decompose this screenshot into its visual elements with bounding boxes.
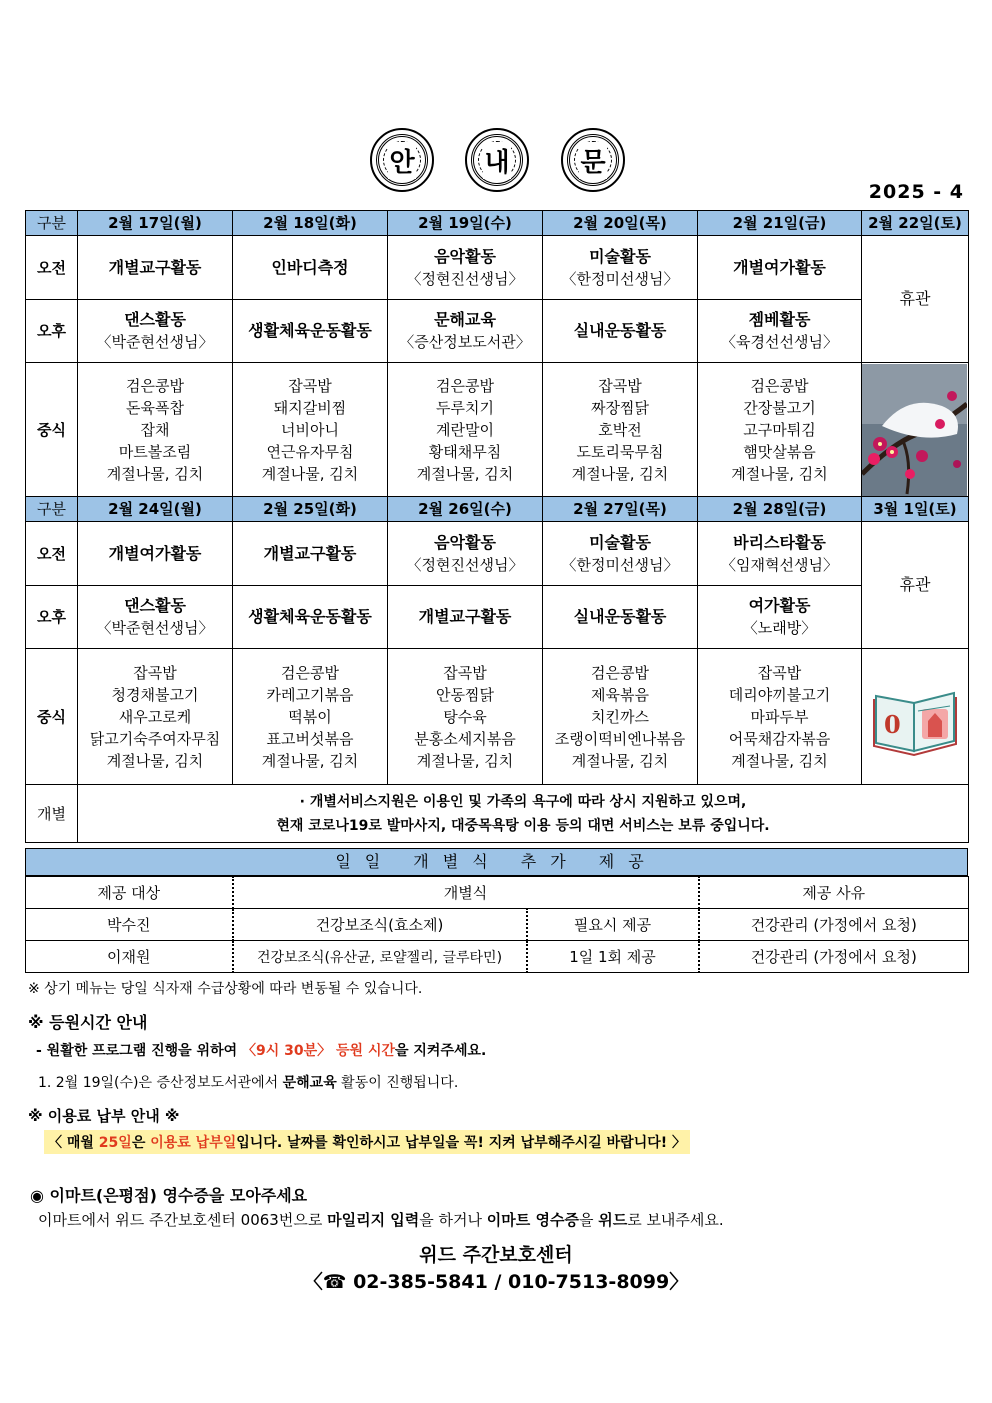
individual-service-row: [26, 785, 969, 843]
row-label: 오전: [26, 236, 78, 300]
extra-meal-table: [25, 876, 969, 973]
fee-note: 〈 매월 25일은 이용료 납부일입니다. 날짜를 확인하시고 납부일을 꼭! 지켜 납부해주시길 바랍니다! 〉: [44, 1130, 690, 1154]
frequency-cell: 필요시 제공: [527, 909, 699, 941]
day-header: 2월 26일(수): [388, 497, 543, 522]
activity-cell: 개별교구활동: [78, 236, 233, 300]
lunch-menu-cell: 검은콩밥 제육볶음 치킨까스 조랭이떡비엔나볶음 계절나물, 김치: [543, 649, 698, 785]
lunch-menu-cell: 검은콩밥 두루치기 계란말이 황태채무침 계절나물, 김치: [388, 363, 543, 497]
lunch-menu-cell: 검은콩밥 카레고기볶음 떡볶이 표고버섯볶음 계절나물, 김치: [233, 649, 388, 785]
row-label: 오전: [26, 522, 78, 586]
arrival-note: - 원활한 프로그램 진행을 위하여 〈9시 30분〉 등원 시간을 지켜주세요.: [36, 1043, 487, 1059]
schedule-table: [25, 210, 969, 843]
day-header: 2월 19일(수): [388, 211, 543, 236]
column-header: 제공 대상: [26, 877, 233, 909]
day-header: 2월 28일(금): [698, 497, 862, 522]
document-number: 2025 - 4: [868, 181, 964, 203]
activity-cell: 음악활동 〈정현진선생님〉: [388, 236, 543, 300]
extra-meal-title: 일일 개별식 추가 제공: [25, 848, 968, 876]
row-label: 중식: [26, 649, 78, 785]
week2-lunch-row: [26, 649, 969, 785]
day-header: 2월 17일(월): [78, 211, 233, 236]
activity-cell: 젬베활동 〈육경선선생님〉: [698, 300, 862, 363]
activity-cell: 미술활동 〈한정미선생님〉: [543, 522, 698, 586]
plum-blossom-photo: [862, 363, 969, 497]
column-header: 개별식: [233, 877, 699, 909]
recipient-cell: 박수진: [26, 909, 233, 941]
notice-item-1: 1. 2월 19일(수)은 증산정보도서관에서 문해교육 활동이 진행됩니다.: [38, 1075, 459, 1091]
row-label: 오후: [26, 300, 78, 363]
week1-pm-row: [26, 300, 969, 363]
header-label: 구분: [26, 211, 78, 236]
day-header: 2월 18일(화): [233, 211, 388, 236]
frequency-cell: 1일 1회 제공: [527, 941, 699, 973]
activity-cell: 개별여가활동: [78, 522, 233, 586]
day-header: 2월 24일(월): [78, 497, 233, 522]
seal-stamp: 안: [370, 128, 434, 192]
seal-stamp: 문: [561, 128, 625, 192]
lunch-menu-cell: 잡곡밥 청경채불고기 새우고로케 닭고기숙주여자무침 계절나물, 김치: [78, 649, 233, 785]
week1-am-row: [26, 236, 969, 300]
activity-cell: 미술활동 〈한정미선생님〉: [543, 236, 698, 300]
svg-text:0: 0: [884, 709, 901, 739]
arrival-title: ※ 등원시간 안내: [28, 1013, 148, 1032]
closed-cell: 휴관: [862, 522, 969, 649]
lunch-menu-cell: 잡곡밥 안동찜닭 탕수육 분홍소세지볶음 계절나물, 김치: [388, 649, 543, 785]
reason-cell: 건강관리 (가정에서 요청): [699, 941, 969, 973]
activity-cell: 댄스활동 〈박준현선생님〉: [78, 586, 233, 649]
seal-stamp: 내: [465, 128, 529, 192]
row-label: 개별: [26, 785, 78, 843]
fee-title: ※ 이용료 납부 안내 ※: [28, 1107, 180, 1125]
lunch-menu-cell: 검은콩밥 간장불고기 고구마튀김 햄맛살볶음 계절나물, 김치: [698, 363, 862, 497]
extra-meal-header-row: [26, 877, 969, 909]
activity-cell: 생활체육운동활동: [233, 300, 388, 363]
activity-cell: 실내운동활동: [543, 300, 698, 363]
day-header: 2월 21일(금): [698, 211, 862, 236]
activity-cell: 인바디측정: [233, 236, 388, 300]
individual-service-note: · 개별서비스지원은 이용인 및 가족의 욕구에 따라 상시 지원하고 있으며, 현재 코로나19로 발마사지, 대중목욕탕 이용 등의 대면 서비스는 보류 중입니다.: [78, 785, 969, 843]
day-header: 2월 27일(목): [543, 497, 698, 522]
activity-cell: 여가활동 〈노래방〉: [698, 586, 862, 649]
activity-cell: 바리스타활동 〈임재혁선생님〉: [698, 522, 862, 586]
week2-pm-row: [26, 586, 969, 649]
lunch-menu-cell: 잡곡밥 짜장찜닭 호박전 도토리묵무침 계절나물, 김치: [543, 363, 698, 497]
extra-meal-row: [26, 941, 969, 973]
activity-cell: 개별여가활동: [698, 236, 862, 300]
day-header: 3월 1일(토): [862, 497, 969, 522]
day-header: 2월 25일(화): [233, 497, 388, 522]
activity-cell: 댄스활동 〈박준현선생님〉: [78, 300, 233, 363]
week2-am-row: [26, 522, 969, 586]
day-header: 2월 22일(토): [862, 211, 969, 236]
activity-cell: 음악활동 〈정현진선생님〉: [388, 522, 543, 586]
week2-header-row: [26, 497, 969, 522]
emart-note: 이마트에서 위드 주간보호센터 0063번으로 마일리지 입력을 하거나 이마트 영수증을 위드로 보내주세요.: [38, 1211, 724, 1229]
activity-cell: 개별교구활동: [233, 522, 388, 586]
activity-cell: 문해교육 〈증산정보도서관〉: [388, 300, 543, 363]
activity-cell: 생활체육운동활동: [233, 586, 388, 649]
open-book-illustration: [862, 649, 969, 785]
activity-cell: 실내운동활동: [543, 586, 698, 649]
meal-cell: 건강보조식(유산균, 로얄젤리, 글루타민): [233, 941, 527, 973]
week1-lunch-row: [26, 363, 969, 497]
lunch-menu-cell: 잡곡밥 돼지갈비찜 너비아니 연근유자무침 계절나물, 김치: [233, 363, 388, 497]
row-label: 오후: [26, 586, 78, 649]
reason-cell: 건강관리 (가정에서 요청): [699, 909, 969, 941]
recipient-cell: 이재원: [26, 941, 233, 973]
organization-name: 위드 주간보호센터: [419, 1244, 573, 1266]
activity-cell: 개별교구활동: [388, 586, 543, 649]
column-header: 제공 사유: [699, 877, 969, 909]
title-seals: [0, 128, 992, 196]
row-label: 중식: [26, 363, 78, 497]
day-header: 2월 20일(목): [543, 211, 698, 236]
meal-cell: 건강보조식(효소제): [233, 909, 527, 941]
lunch-menu-cell: 잡곡밥 데리야끼불고기 마파두부 어묵채감자볶음 계절나물, 김치: [698, 649, 862, 785]
menu-note: ※ 상기 메뉴는 당일 식자재 수급상황에 따라 변동될 수 있습니다.: [28, 981, 423, 997]
week1-header-row: [26, 211, 969, 236]
emart-title: ◉ 이마트(은평점) 영수증을 모아주세요: [30, 1186, 308, 1205]
header-label: 구분: [26, 497, 78, 522]
contact-phone: 〈☎ 02-385-5841 / 010-7513-8099〉: [303, 1271, 689, 1293]
extra-meal-row: [26, 909, 969, 941]
closed-cell: 휴관: [862, 236, 969, 363]
lunch-menu-cell: 검은콩밥 돈육폭찹 잡채 마트볼조림 계절나물, 김치: [78, 363, 233, 497]
